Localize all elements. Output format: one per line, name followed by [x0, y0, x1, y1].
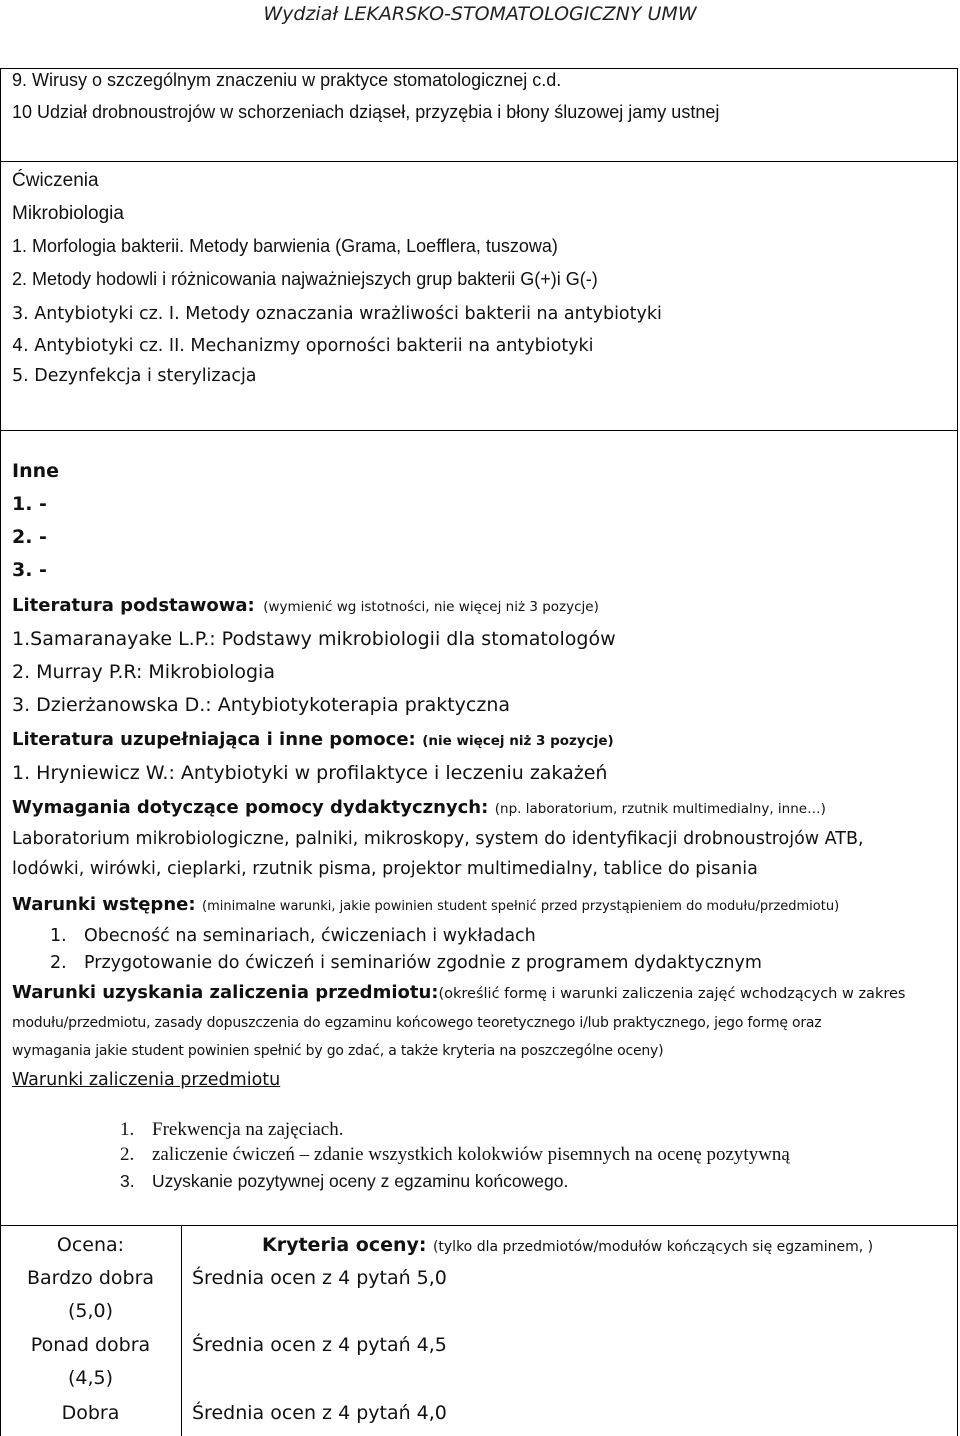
exercises-subheading: Mikrobiologia — [12, 203, 124, 224]
condition-number: 1. — [120, 1119, 135, 1140]
prerequisite-number: 2. — [50, 953, 67, 973]
criteria-header-label: Kryteria oceny: — [262, 1234, 427, 1256]
exercise-item: 1. Morfologia bakterii. Metody barwienia (Grama, Loefflera, tuszowa) — [12, 236, 558, 256]
condition-number: 3. — [120, 1171, 135, 1191]
grade-value: (5,0) — [67, 1300, 114, 1322]
grading-table-divider — [181, 1225, 182, 1436]
exercise-item: 5. Dezynfekcja i sterylizacja — [12, 366, 257, 386]
literature-basic-label: Literatura podstawowa: — [12, 595, 255, 616]
completion-note-text: wymagania jakie student powinien spełnić by go zdać, a także kryteria na poszczególne oceny) — [12, 1043, 664, 1059]
criteria-column-header — [262, 1234, 873, 1256]
literature-extra-line — [12, 729, 614, 750]
condition-number: 2. — [120, 1144, 135, 1165]
other-item: 3. - — [12, 559, 47, 581]
literature-extra-item: 1. Hryniewicz W.: Antybiotyki w profilaktyce i leczeniu zakażeń — [12, 762, 608, 784]
other-heading: Inne — [12, 460, 60, 482]
other-item: 1. - — [12, 493, 47, 515]
grade-name: Dobra — [61, 1402, 120, 1424]
prerequisites-note: (minimalne warunki, jakie powinien student spełnić przed przystąpieniem do modułu/przedmiotu) — [202, 899, 840, 914]
grade-criteria: Średnia ocen z 4 pytań 5,0 — [192, 1267, 447, 1289]
teaching-aids-text: lodówki, wirówki, cieplarki, rzutnik pisma, projektor multimedialny, tablice do pisania — [12, 859, 758, 879]
literature-extra-note: (nie więcej niż 3 pozycje) — [422, 733, 614, 749]
exercise-item: 4. Antybiotyki cz. II. Mechanizmy oporności bakterii na antybiotyki — [12, 336, 594, 356]
literature-basic-item: 3. Dzierżanowska D.: Antybiotykoterapia praktyczna — [12, 694, 511, 716]
completion-note-text: modułu/przedmiotu, zasady dopuszczenia do egzaminu końcowego teoretycznego i/lub praktycznego, jego formę oraz — [12, 1015, 822, 1031]
grade-criteria: Średnia ocen z 4 pytań 4,5 — [192, 1334, 447, 1356]
condition-item: Uzyskanie pozytywnej oceny z egzaminu końcowego. — [152, 1171, 569, 1191]
literature-basic-note: (wymienić wg istotności, nie więcej niż 3 pozycje) — [263, 599, 599, 615]
literature-extra-label: Literatura uzupełniająca i inne pomoce: — [12, 729, 416, 750]
teaching-aids-note: (np. laboratorium, rzutnik multimedialny, inne…) — [494, 801, 826, 817]
teaching-aids-line — [12, 797, 826, 818]
grade-column-header: Ocena: — [56, 1234, 125, 1256]
condition-item: zaliczenie ćwiczeń – zdanie wszystkich kolokwiów pisemnych na ocenę pozytywną — [152, 1144, 790, 1165]
exercise-item: 3. Antybiotyki cz. I. Metody oznaczania wrażliwości bakterii na antybiotyki — [12, 304, 662, 324]
completion-label: Warunki uzyskania zaliczenia przedmiotu: — [12, 982, 439, 1003]
completion-line — [12, 982, 905, 1003]
grade-name: Ponad dobra — [30, 1334, 151, 1356]
literature-basic-item: 1.Samaranayake L.P.: Podstawy mikrobiologii dla stomatologów — [12, 628, 616, 650]
main-content-box — [0, 430, 958, 1226]
conditions-heading: Warunki zaliczenia przedmiotu — [12, 1070, 281, 1090]
condition-item: Frekwencja na zajęciach. — [152, 1119, 344, 1140]
teaching-aids-label: Wymagania dotyczące pomocy dydaktycznych: — [12, 797, 489, 818]
prerequisite-item: Przygotowanie do ćwiczeń i seminariów zgodnie z programem dydaktycznym — [84, 953, 762, 973]
teaching-aids-text: Laboratorium mikrobiologiczne, palniki, mikroskopy, system do identyfikacji drobnoustrojów ATB, — [12, 829, 864, 849]
grade-value: (4,5) — [67, 1367, 114, 1389]
lecture-item: 9. Wirusy o szczególnym znaczeniu w praktyce stomatologicznej c.d. — [12, 70, 562, 90]
prerequisites-line — [12, 894, 839, 915]
criteria-header-note: (tylko dla przedmiotów/modułów kończących się egzaminem, ) — [432, 1239, 874, 1255]
exercise-item: 2. Metody hodowli i różnicowania najważniejszych grup bakterii G(+)i G(-) — [12, 269, 598, 289]
other-item: 2. - — [12, 526, 47, 548]
prerequisites-label: Warunki wstępne: — [12, 894, 196, 915]
page-header: Wydział LEKARSKO-STOMATOLOGICZNY UMW — [263, 3, 697, 25]
grade-criteria: Średnia ocen z 4 pytań 4,0 — [192, 1402, 447, 1424]
exercises-box — [0, 161, 958, 431]
literature-basic-item: 2. Murray P.R: Mikrobiologia — [12, 661, 275, 683]
completion-note: (określić formę i warunki zaliczenia zajęć wchodzących w zakres — [438, 986, 906, 1002]
prerequisite-number: 1. — [50, 926, 67, 946]
literature-basic-line — [12, 595, 599, 616]
prerequisite-item: Obecność na seminariach, ćwiczeniach i wykładach — [84, 926, 536, 946]
exercises-heading: Ćwiczenia — [12, 170, 99, 191]
grade-name: Bardzo dobra — [26, 1267, 155, 1289]
lecture-item: 10 Udział drobnoustrojów w schorzeniach dziąseł, przyzębia i błony śluzowej jamy ustnej — [12, 102, 720, 122]
